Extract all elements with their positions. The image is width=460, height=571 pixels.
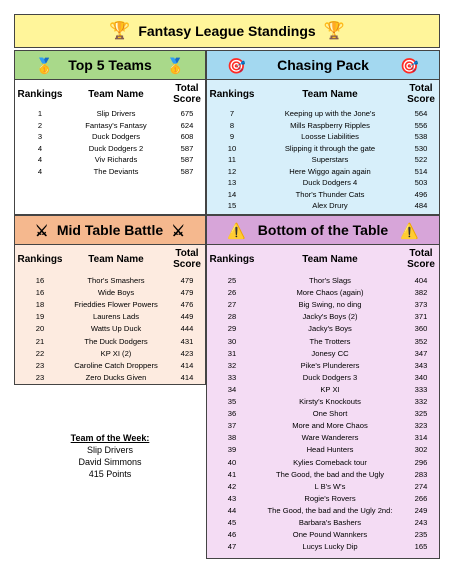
score-cell: 266 [414,493,428,503]
rank-cell: 16 [35,288,45,298]
col-header-total: Total [409,248,433,259]
table-row [207,177,439,189]
rank-cell: 7 [229,109,235,118]
score-cell: 235 [414,530,428,540]
rank-cell: 41 [227,469,237,479]
table-row [15,154,205,166]
score-cell: 302 [414,445,428,455]
rank-cell: 15 [227,201,237,210]
team-name-cell: Thor's Thunder Cats [295,189,365,199]
score-cell: 444 [180,324,194,334]
team-name-cell: Alex Drury [312,201,348,210]
table-row [15,108,205,120]
header-midtable-label: Mid Table Battle [56,222,164,238]
panel-chasing [206,80,440,215]
table-row [207,189,439,201]
score-cell: 538 [414,132,428,141]
table-row [207,432,439,444]
table-row [207,457,439,469]
score-cell: 333 [414,384,428,394]
table-row [207,372,439,384]
table-row [15,275,205,287]
col-header-score: Score [407,259,435,270]
score-cell: 423 [180,348,194,358]
col-header-team-name: Team Name [302,254,358,265]
page-title: Fantasy League Standings [138,23,316,39]
team-name-cell: The Duck Dodgers [84,336,148,346]
rank-cell: 3 [37,132,43,141]
table-row [207,529,439,541]
crossed-swords-icon: ⚔ [171,223,185,240]
score-cell: 371 [414,312,428,322]
table-row [207,469,439,481]
team-name-cell: L B's W's [314,481,346,491]
team-of-week-manager: David Simmons [78,457,142,467]
table-row [207,348,439,360]
team-of-week-team: Slip Drivers [86,445,133,455]
score-cell: 522 [414,155,428,164]
rank-cell: 40 [227,457,237,467]
rank-cell: 44 [227,505,237,515]
score-cell: 608 [180,132,194,141]
table-row [207,154,439,166]
team-name-cell: Slip Drivers [96,109,136,118]
crossed-swords-icon: ⚔ [35,223,49,240]
team-name-cell: The Trotters [309,336,351,346]
score-cell: 587 [180,166,194,176]
col-header-score: Score [173,259,201,270]
team-name-cell: Duck Dodgers 3 [302,372,358,382]
table-row [207,444,439,456]
col-header-score: Score [407,94,435,105]
team-name-cell: Zero Ducks Given [85,372,147,382]
header-bottom [206,215,440,245]
team-name-cell: Head Hunters [306,445,354,455]
col-header-team-name: Team Name [88,254,144,265]
team-name-cell: Jonesy CC [311,348,349,358]
rank-cell: 4 [37,143,43,153]
table-row [15,360,205,372]
team-name-cell: The Good, the bad and the Ugly 2nd: [267,505,393,515]
rank-cell: 4 [37,155,43,164]
table-row [15,287,205,299]
rank-cell: 30 [227,336,237,346]
table-row [207,143,439,155]
rank-cell: 16 [35,276,45,285]
panel-bottom [206,245,440,559]
team-name-cell: Lucys Lucky Dip [302,542,358,552]
team-name-cell: Duck Dodgers 4 [302,178,358,187]
score-cell: 587 [180,143,194,153]
col-header-team-name: Team Name [302,89,358,100]
table-row [207,493,439,505]
score-cell: 431 [180,336,194,346]
table-row [207,384,439,396]
table-row [15,166,205,178]
team-name-cell: Big Swing, no ding [298,300,362,310]
score-cell: 479 [180,276,194,285]
score-cell: 624 [180,120,194,130]
team-name-cell: Watts Up Duck [90,324,142,334]
score-cell: 449 [180,312,194,322]
team-name-cell: Laurens Lads [92,312,140,322]
col-header-team-name: Team Name [88,89,144,100]
table-row [15,311,205,323]
rank-cell: 28 [227,312,237,322]
team-name-cell: Here Wiggo again again [289,166,371,176]
team-name-cell: Frieddies Flower Powers [74,300,158,310]
rank-cell: 10 [227,143,237,153]
rank-cell: 26 [227,288,237,298]
table-row [15,348,205,360]
header-chasing [206,50,440,80]
header-bottom-label: Bottom of the Table [257,222,389,238]
team-name-cell: Jacky's Boys [308,324,352,334]
table-row [15,131,205,143]
rank-cell: 23 [35,372,45,382]
team-name-cell: Thor's Slags [309,276,351,285]
target-icon: 🎯 [227,58,246,75]
team-name-cell: Pike's Plunderers [300,360,360,370]
rank-cell: 38 [227,433,237,443]
rank-cell: 8 [229,120,235,130]
score-cell: 382 [414,288,428,298]
rank-cell: 35 [227,397,237,406]
rank-cell: 11 [228,155,236,164]
table-row [207,517,439,529]
rank-cell: 21 [35,336,45,346]
rank-cell: 45 [227,518,237,527]
rank-cell: 1 [37,109,43,118]
panel-midtable [14,245,206,385]
team-name-cell: Kirsty's Knockouts [299,397,361,406]
table-row [15,143,205,155]
team-name-cell: Ware Wanderers [301,433,359,443]
table-row [15,299,205,311]
medal-icon: 🥇 [35,58,54,75]
score-cell: 675 [180,109,194,118]
team-name-cell: Viv Richards [94,155,138,164]
score-cell: 296 [414,457,428,467]
rank-cell: 20 [35,324,45,334]
score-cell: 352 [414,336,428,346]
team-name-cell: Barbara's Bashers [298,518,362,527]
header-chasing-label: Chasing Pack [277,57,369,73]
medal-icon: 🥇 [166,58,185,75]
rank-cell: 46 [227,530,237,540]
table-row [207,336,439,348]
team-name-cell: KP XI (2) [100,348,132,358]
team-name-cell: Jacky's Boys (2) [302,312,358,322]
table-row [207,200,439,212]
table-row [207,481,439,493]
rank-cell: 39 [227,445,237,455]
score-cell: 332 [414,397,428,406]
team-name-cell: The Good, the bad and the Ugly [275,469,385,479]
header-top5 [14,50,206,80]
col-header-rankings: Rankings [209,254,255,265]
rank-cell: 23 [35,360,45,370]
score-cell: 503 [414,178,428,187]
col-header-total: Total [409,83,433,94]
team-name-cell: Keeping up with the Jone's [284,109,376,118]
team-name-cell: Duck Dodgers [91,132,141,141]
trophy-icon: 🏆 [109,21,131,40]
col-header-total: Total [175,248,199,259]
team-name-cell: Fantasy's Fantasy [85,120,147,130]
team-name-cell: Superstars [311,155,349,164]
col-header-total: Total [175,83,199,94]
score-cell: 496 [414,189,428,199]
header-top5-label: Top 5 Teams [68,57,152,73]
rank-cell: 22 [35,348,45,358]
panel-top5 [14,80,206,215]
team-name-cell: Rogie's Rovers [304,493,356,503]
rank-cell: 13 [227,178,237,187]
table-row [207,120,439,132]
rank-cell: 18 [35,300,45,310]
table-row [207,360,439,372]
table-row [207,505,439,517]
rank-cell: 12 [227,166,237,176]
score-cell: 314 [414,433,428,443]
score-cell: 165 [414,542,428,552]
score-cell: 347 [414,348,428,358]
rank-cell: 31 [227,348,237,358]
score-cell: 343 [414,360,428,370]
rank-cell: 4 [37,166,43,176]
score-cell: 283 [414,469,428,479]
score-cell: 249 [414,505,428,515]
table-row [15,336,205,348]
rank-cell: 36 [227,409,237,419]
rank-cell: 34 [227,384,237,394]
col-header-rankings: Rankings [17,89,63,100]
score-cell: 340 [414,372,428,382]
rank-cell: 27 [227,300,237,310]
score-cell: 404 [414,276,428,285]
team-name-cell: One Short [312,409,348,419]
table-row [207,420,439,432]
team-name-cell: Mills Raspberry Ripples [290,120,370,130]
score-cell: 373 [414,300,428,310]
trophy-icon: 🏆 [323,21,345,40]
score-cell: 556 [414,120,428,130]
table-row [15,120,205,132]
score-cell: 484 [414,201,428,210]
table-row [207,166,439,178]
rank-cell: 2 [37,120,43,130]
table-row [207,396,439,408]
table-row [207,323,439,335]
team-name-cell: Thor's Smashers [87,276,145,285]
warning-icon: ⚠️ [227,223,246,240]
rank-cell: 37 [227,421,237,431]
table-row [15,323,205,335]
table-row [207,299,439,311]
team-name-cell: Caroline Catch Droppers [74,360,158,370]
score-cell: 274 [414,481,428,491]
team-name-cell: More and More Chaos [292,421,368,431]
team-name-cell: Duck Dodgers 2 [88,143,144,153]
rank-cell: 33 [227,372,237,382]
team-of-the-week [14,432,206,480]
team-name-cell: The Deviants [93,166,139,176]
col-header-rankings: Rankings [17,254,63,265]
table-row [207,408,439,420]
rank-cell: 43 [227,493,237,503]
table-row [207,311,439,323]
team-name-cell: Slipping it through the gate [284,143,376,153]
score-cell: 476 [180,300,194,310]
score-cell: 360 [414,324,428,334]
score-cell: 323 [414,421,428,431]
rank-cell: 25 [227,276,237,285]
page-title-banner [14,14,440,48]
team-name-cell: KP XI [320,384,340,394]
table-row [207,275,439,287]
col-header-score: Score [173,94,201,105]
table-row [207,541,439,553]
rank-cell: 19 [35,312,45,322]
rank-cell: 47 [227,542,237,552]
score-cell: 325 [414,409,428,419]
score-cell: 514 [414,166,428,176]
team-name-cell: Loosse Liabilities [301,132,359,141]
team-name-cell: Kylies Comeback tour [293,457,367,467]
team-name-cell: More Chaos (again) [296,288,364,298]
score-cell: 414 [180,360,194,370]
team-of-week-points: 415 Points [88,469,132,479]
rank-cell: 29 [227,324,237,334]
rank-cell: 32 [227,360,237,370]
rank-cell: 42 [227,481,237,491]
score-cell: 243 [414,518,428,527]
table-row [207,287,439,299]
score-cell: 479 [180,288,194,298]
score-cell: 587 [180,155,194,164]
rank-cell: 14 [227,189,237,199]
target-icon: 🎯 [400,58,419,75]
score-cell: 414 [180,372,194,382]
table-row [15,372,205,384]
col-header-rankings: Rankings [209,89,255,100]
header-midtable [14,215,206,245]
table-row [207,131,439,143]
team-name-cell: Wide Boys [97,288,135,298]
team-name-cell: One Pound Wannkers [292,530,368,540]
table-row [207,108,439,120]
score-cell: 564 [414,109,428,118]
score-cell: 530 [414,143,428,153]
rank-cell: 9 [229,132,235,141]
team-of-week-heading: Team of the Week: [70,433,150,443]
warning-icon: ⚠️ [400,223,419,240]
